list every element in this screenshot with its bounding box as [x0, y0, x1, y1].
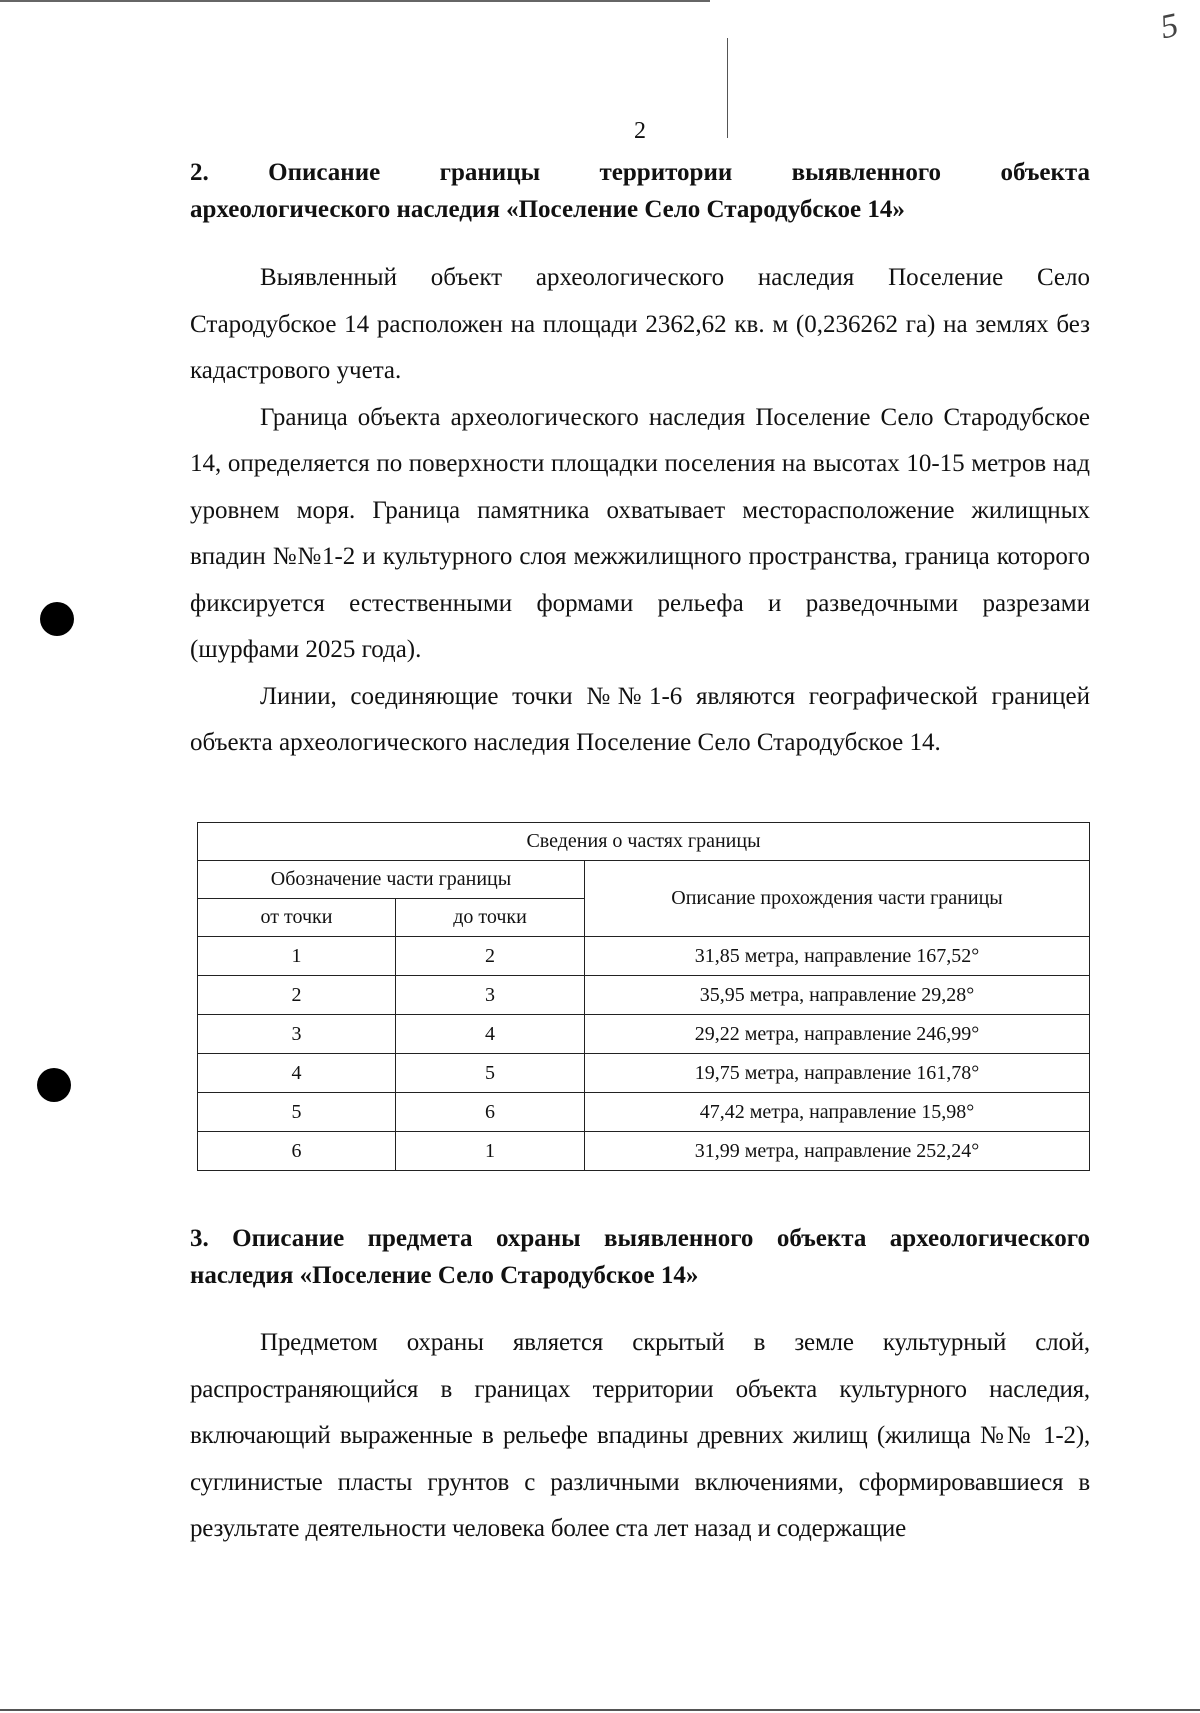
table-row — [198, 937, 1090, 976]
section-2-heading-line2: археологического наследия «Поселение Село Стародубское 14» — [190, 196, 905, 223]
cell-from: 4 — [198, 1054, 396, 1093]
page-number: 2 — [634, 118, 646, 144]
section-3 — [190, 1220, 1090, 1294]
cell-from: 1 — [198, 937, 396, 976]
handwritten-page-mark: 5 — [1157, 6, 1182, 47]
cell-from: 2 — [198, 976, 396, 1015]
paragraph-area: Выявленный объект археологического наследия Поселение Село Стародубское 14 расположен на площади 2362,62 кв. м (0,236262 га) на землях без кадастрового учета. — [190, 264, 1090, 384]
cell-from: 3 — [198, 1015, 396, 1054]
section-2-heading — [190, 154, 1090, 228]
section-3-body — [190, 1320, 1090, 1553]
table-row — [198, 1054, 1090, 1093]
section-3-heading-line2: наследия «Поселение Село Стародубское 14» — [190, 1262, 699, 1289]
column-group-header: Обозначение части границы — [198, 861, 585, 899]
cell-from: 6 — [198, 1132, 396, 1171]
cell-description: 31,85 метра, направление 167,52° — [585, 937, 1090, 976]
section-2-heading-line1: 2. Описание границы территории выявленного объекта — [190, 159, 1090, 186]
cell-description: 31,99 метра, направление 252,24° — [585, 1132, 1090, 1171]
table-row — [198, 1015, 1090, 1054]
cell-description: 35,95 метра, направление 29,28° — [585, 976, 1090, 1015]
paragraph-lines: Линии, соединяющие точки №№1-6 являются географической границей объекта археологического наследия Поселение Село Стародубское 14. — [190, 682, 1090, 756]
paragraph-protection-subject: Предметом охраны является скрытый в земле культурный слой, распространяющийся в границах территории объекта культурного наследия, включающий выраженные в рельефе впадины древних жилищ (жилища №№ 1-2), суглинистые пласты грунтов с различными включениями, сформировавшиеся в результате деятельности человека более ста лет назад и содержащие — [190, 1329, 1090, 1542]
cell-to: 5 — [396, 1054, 585, 1093]
binder-hole-icon — [40, 602, 74, 636]
scan-bottom-edge — [0, 1709, 1200, 1711]
column-header-to: до точки — [396, 899, 585, 937]
section-2-body — [190, 255, 1090, 767]
table-title: Сведения о частях границы — [198, 823, 1090, 861]
section-3-heading-line1: 3. Описание предмета охраны выявленного объекта археологического — [190, 1225, 1090, 1252]
binder-hole-icon — [37, 1068, 71, 1102]
boundary-table — [197, 822, 1090, 1171]
paragraph-boundary: Граница объекта археологического наследия Поселение Село Стародубское 14, определяется по поверхности площадки поселения на высотах 10-15 метров над уровнем моря. Граница памятника охватывает месторасположение жилищных впадин №№1-2 и культурного слоя межжилищного пространства, граница которого фиксируется естественными формами рельефа и разведочными разрезами (шурфами 2025 года). — [190, 403, 1090, 663]
table-row — [198, 1093, 1090, 1132]
cell-description: 19,75 метра, направление 161,78° — [585, 1054, 1090, 1093]
section-2 — [190, 154, 1090, 228]
cell-to: 3 — [396, 976, 585, 1015]
column-header-from: от точки — [198, 899, 396, 937]
cell-to: 4 — [396, 1015, 585, 1054]
cell-from: 5 — [198, 1093, 396, 1132]
cell-to: 6 — [396, 1093, 585, 1132]
table-row — [198, 976, 1090, 1015]
table-row — [198, 1132, 1090, 1171]
cell-to: 2 — [396, 937, 585, 976]
column-header-description: Описание прохождения части границы — [585, 861, 1090, 937]
cell-to: 1 — [396, 1132, 585, 1171]
cell-description: 47,42 метра, направление 15,98° — [585, 1093, 1090, 1132]
scan-top-edge — [0, 0, 710, 2]
section-3-heading — [190, 1220, 1090, 1294]
cell-description: 29,22 метра, направление 246,99° — [585, 1015, 1090, 1054]
